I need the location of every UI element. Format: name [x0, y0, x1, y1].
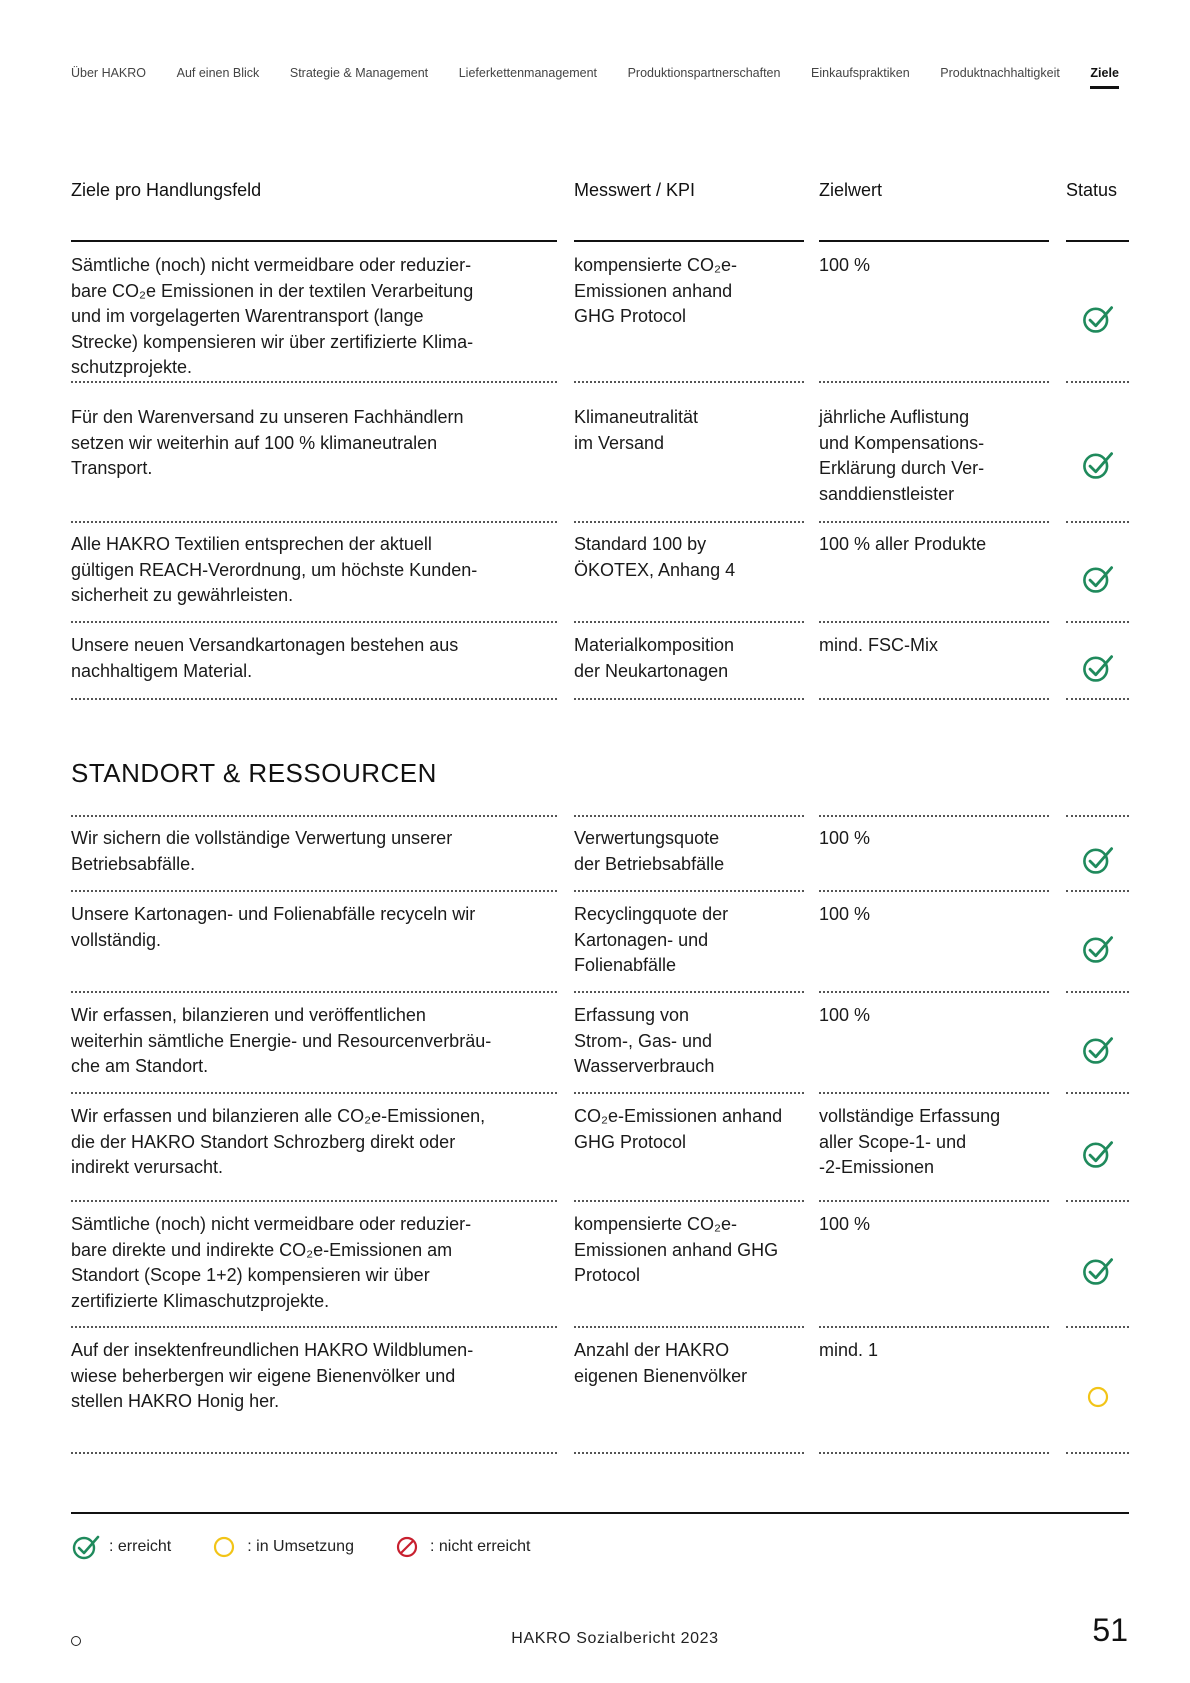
row-divider	[1066, 815, 1129, 817]
prohibited-icon	[392, 1532, 422, 1562]
status-cell	[1066, 445, 1129, 485]
row-divider	[71, 1452, 557, 1454]
row-divider	[819, 1200, 1049, 1202]
check-circle-icon	[1081, 932, 1115, 966]
row-divider	[71, 991, 557, 993]
row-divider	[71, 1092, 557, 1094]
row-divider	[1066, 381, 1129, 383]
nav-item-produktionspartnerschaften[interactable]: Produktionspartnerschaften	[627, 66, 781, 80]
status-cell	[1066, 1030, 1129, 1070]
row-divider	[1066, 1452, 1129, 1454]
row-divider	[819, 621, 1049, 623]
row-divider	[574, 1200, 804, 1202]
check-circle-icon	[1081, 843, 1115, 877]
legend-in-progress	[209, 1532, 354, 1562]
kpi-cell: Anzahl der HAKRO eigenen Bienenvölker	[574, 1340, 748, 1386]
row-divider	[574, 991, 804, 993]
row-divider	[1066, 521, 1129, 523]
nav-item-lieferkettenmanagement[interactable]: Lieferkettenmanagement	[458, 66, 598, 80]
row-divider	[1066, 621, 1129, 623]
goal-cell: Unsere neuen Versandkartonagen bestehen aus nachhaltigem Material.	[71, 635, 459, 681]
target-cell: 100 %	[819, 255, 871, 275]
row-divider	[71, 890, 557, 892]
nav-item-auf-einen-blick[interactable]: Auf einen Blick	[176, 66, 260, 80]
header-target: Zielwert	[819, 180, 1049, 242]
target-cell: jährliche Auflistung und Kompensations- Erklärung durch Ver- sanddienstleister	[819, 407, 985, 504]
row-divider	[574, 890, 804, 892]
row-divider	[574, 381, 804, 383]
legend-achieved	[71, 1532, 171, 1562]
goal-cell: Sämtliche (noch) nicht vermeidbare oder reduzier- bare direkte und indirekte CO₂e-Emissionen am Standort (Scope 1+2) kompensieren wir über zertifizierte Klimaschutzprojekte.	[71, 1214, 472, 1311]
page-number: 51	[1092, 1612, 1128, 1648]
row-divider	[819, 815, 1049, 817]
row-divider	[1066, 1092, 1129, 1094]
check-circle-icon	[71, 1532, 101, 1562]
target-cell: 100 %	[819, 828, 871, 848]
row-divider	[574, 521, 804, 523]
row-divider	[819, 381, 1049, 383]
kpi-cell: Verwertungsquote der Betriebsabfälle	[574, 828, 725, 874]
legend	[71, 1532, 568, 1562]
row-divider	[71, 698, 557, 700]
row-divider	[819, 1326, 1049, 1328]
status-cell	[1066, 929, 1129, 969]
kpi-cell: Recyclingquote der Kartonagen- und Folienabfälle	[574, 904, 729, 975]
row-divider	[574, 621, 804, 623]
top-navigation	[71, 66, 1119, 89]
row-divider	[819, 1092, 1049, 1094]
header-status: Status	[1066, 180, 1129, 242]
row-divider	[1066, 1326, 1129, 1328]
check-circle-icon	[1081, 562, 1115, 596]
row-divider	[1066, 1200, 1129, 1202]
header-kpi: Messwert / KPI	[574, 180, 804, 242]
target-cell: vollständige Erfassung aller Scope-1- und -2-Emissionen	[819, 1106, 1001, 1177]
row-divider	[71, 1200, 557, 1202]
row-divider	[819, 521, 1049, 523]
row-divider	[819, 1452, 1049, 1454]
goal-cell: Wir erfassen und bilanzieren alle CO₂e-Emissionen, die der HAKRO Standort Schrozberg direkt oder indirekt verursacht.	[71, 1106, 486, 1177]
progress-circle-icon	[209, 1532, 239, 1562]
kpi-cell: kompensierte CO₂e- Emissionen anhand GHG Protocol	[574, 1214, 779, 1285]
check-circle-icon	[1081, 651, 1115, 685]
status-cell	[1066, 559, 1129, 599]
kpi-cell: kompensierte CO₂e- Emissionen anhand GHG Protocol	[574, 255, 738, 326]
goal-cell: Alle HAKRO Textilien entsprechen der aktuell gültigen REACH-Verordnung, um höchste Kunden- sicherheit zu gewährleisten.	[71, 534, 478, 605]
legend-divider	[71, 1512, 1129, 1514]
goal-cell: Wir erfassen, bilanzieren und veröffentlichen weiterhin sämtliche Energie- und Resourcenverbräu- che am Standort.	[71, 1005, 492, 1076]
status-cell	[1066, 1251, 1129, 1291]
kpi-cell: Klimaneutralität im Versand	[574, 407, 699, 453]
row-divider	[71, 1326, 557, 1328]
row-divider	[1066, 991, 1129, 993]
check-circle-icon	[1081, 302, 1115, 336]
status-cell	[1066, 648, 1129, 688]
goal-cell: Sämtliche (noch) nicht vermeidbare oder reduzier- bare CO₂e Emissionen in der textilen Verarbeitung und im vorgelagerten Warentransport (lange Strecke) kompensieren wir über zertifizierte Klima- schutzprojekte.	[71, 255, 474, 377]
row-divider	[71, 521, 557, 523]
status-cell	[1066, 1377, 1129, 1417]
legend-not-achieved-label: : nicht erreicht	[429, 1538, 531, 1555]
row-divider	[819, 698, 1049, 700]
footer-title: HAKRO Sozialbericht 2023	[511, 1630, 719, 1647]
target-cell: mind. 1	[819, 1340, 879, 1360]
check-circle-icon	[1081, 1254, 1115, 1288]
nav-item-produktnachhaltigkeit[interactable]: Produktnachhaltigkeit	[940, 66, 1060, 80]
status-cell	[1066, 1134, 1129, 1174]
section-title: STANDORT & RESSOURCEN	[71, 758, 437, 788]
row-divider	[574, 698, 804, 700]
row-divider	[1066, 890, 1129, 892]
legend-not-achieved	[392, 1532, 530, 1562]
check-circle-icon	[1081, 448, 1115, 482]
progress-circle-icon	[1083, 1382, 1113, 1412]
kpi-cell: Materialkomposition der Neukartonagen	[574, 635, 735, 681]
row-divider	[1066, 698, 1129, 700]
kpi-cell: Erfassung von Strom-, Gas- und Wasserverbrauch	[574, 1005, 715, 1076]
nav-item-ziele[interactable]: Ziele	[1090, 66, 1119, 89]
nav-item-ueber-hakro[interactable]: Über HAKRO	[71, 66, 147, 80]
row-divider	[574, 815, 804, 817]
kpi-cell: Standard 100 by ÖKOTEX, Anhang 4	[574, 534, 736, 580]
goal-cell: Für den Warenversand zu unseren Fachhändlern setzen wir weiterhin auf 100 % klimaneutralen Transport.	[71, 407, 464, 478]
goal-cell: Wir sichern die vollständige Verwertung unserer Betriebsabfälle.	[71, 828, 453, 874]
check-circle-icon	[1081, 1137, 1115, 1171]
target-cell: 100 %	[819, 1005, 871, 1025]
status-cell	[1066, 840, 1129, 880]
target-cell: mind. FSC-Mix	[819, 635, 939, 655]
target-cell: 100 % aller Produkte	[819, 534, 987, 554]
row-divider	[71, 381, 557, 383]
row-divider	[574, 1326, 804, 1328]
row-divider	[574, 1452, 804, 1454]
row-divider	[819, 890, 1049, 892]
target-cell: 100 %	[819, 904, 871, 924]
status-cell	[1066, 299, 1129, 339]
kpi-cell: CO₂e-Emissionen anhand GHG Protocol	[574, 1106, 783, 1152]
target-cell: 100 %	[819, 1214, 871, 1234]
row-divider	[819, 991, 1049, 993]
row-divider	[71, 621, 557, 623]
nav-item-einkaufspraktiken[interactable]: Einkaufspraktiken	[811, 66, 910, 80]
check-circle-icon	[1081, 1033, 1115, 1067]
legend-in-progress-label: : in Umsetzung	[247, 1538, 354, 1555]
header-goal: Ziele pro Handlungsfeld	[71, 180, 557, 242]
goal-cell: Unsere Kartonagen- und Folienabfälle recyceln wir vollständig.	[71, 904, 476, 950]
goal-cell: Auf der insektenfreundlichen HAKRO Wildblumen- wiese beherbergen wir eigene Bienenvölker und stellen HAKRO Honig her.	[71, 1340, 474, 1411]
legend-achieved-label: : erreicht	[109, 1538, 172, 1555]
nav-item-strategie-management[interactable]: Strategie & Management	[289, 66, 429, 80]
row-divider	[574, 1092, 804, 1094]
row-divider	[71, 815, 557, 817]
